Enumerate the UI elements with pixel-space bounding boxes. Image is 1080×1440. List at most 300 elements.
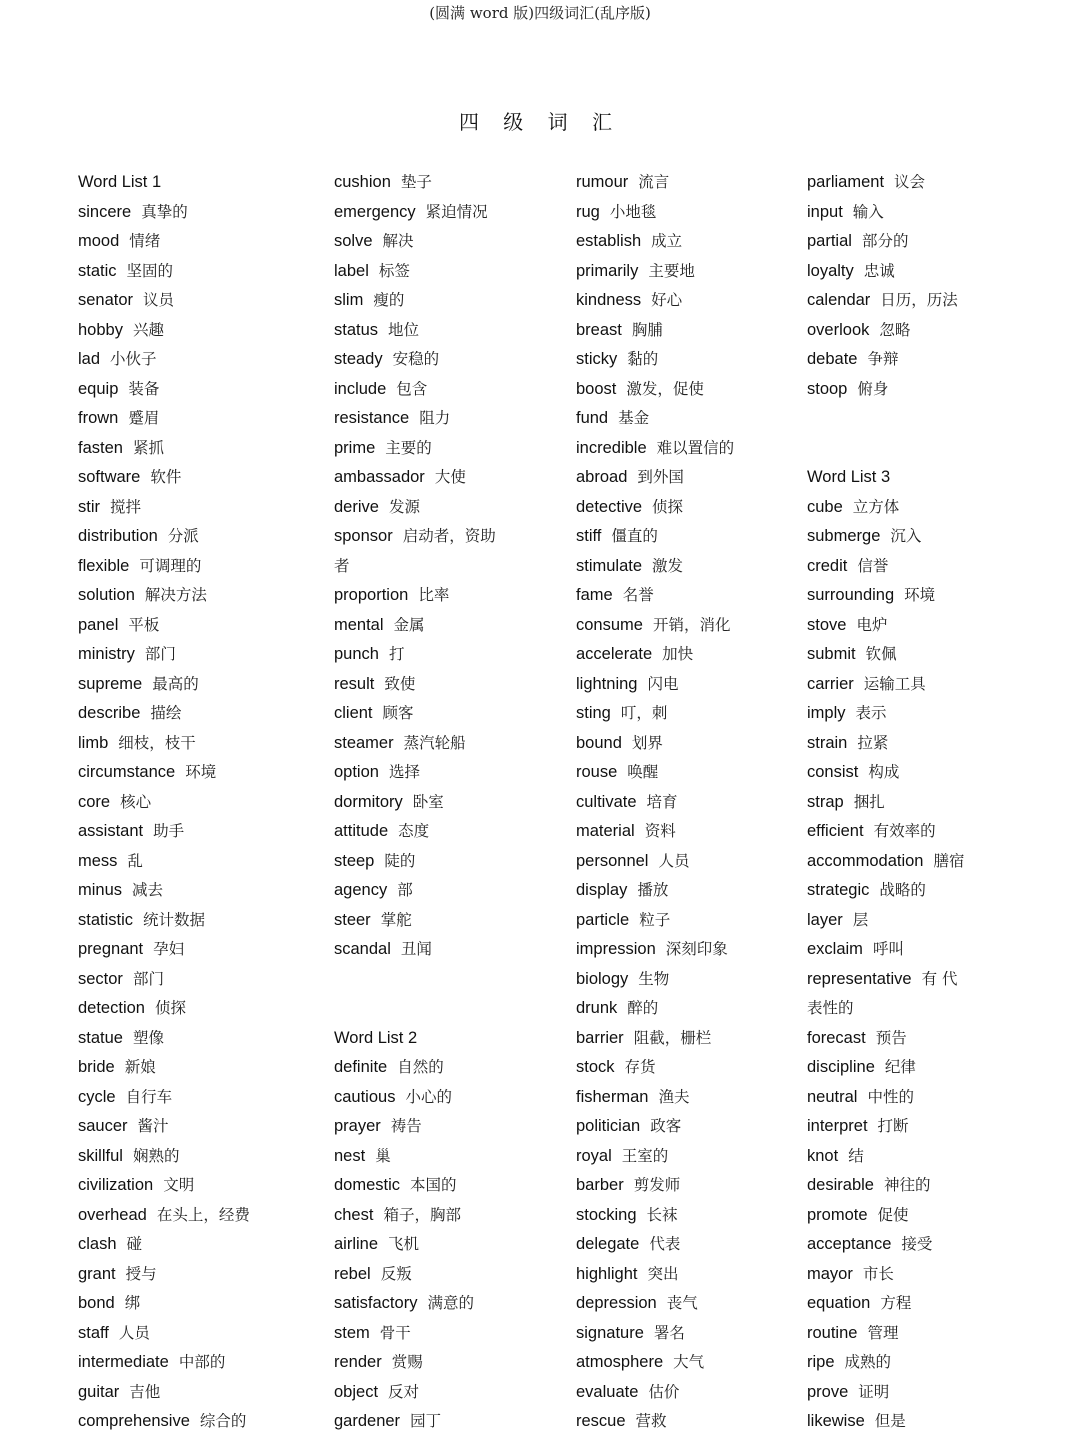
- vocab-entry: [334, 1171, 574, 1201]
- english-word: label: [334, 261, 369, 280]
- chinese-meaning: 致使: [384, 674, 416, 693]
- chinese-meaning: 核心: [120, 792, 152, 811]
- english-word: assistant: [78, 822, 144, 840]
- vocab-entry: [78, 935, 318, 965]
- english-word: panel: [78, 615, 119, 634]
- vocab-entry: [576, 581, 816, 611]
- vocab-entry: [807, 404, 1007, 434]
- english-word: describe: [78, 704, 141, 722]
- english-word: bound: [576, 733, 622, 752]
- word-list-heading: [807, 463, 1007, 493]
- chinese-meaning: 小地毯: [609, 202, 657, 221]
- english-word: politician: [576, 1117, 641, 1135]
- chinese-meaning: 飞机: [388, 1235, 420, 1253]
- vocab-entry: [576, 1053, 816, 1083]
- vocab-entry: [576, 729, 816, 759]
- vocab-entry: [78, 1112, 318, 1142]
- vocab-entry: [576, 257, 816, 287]
- vocab-entry: [78, 906, 318, 936]
- chinese-meaning: 粒子: [639, 910, 671, 929]
- english-word: ambassador: [334, 468, 425, 486]
- english-word: overlook: [807, 320, 870, 339]
- chinese-meaning: 接受: [901, 1235, 933, 1253]
- english-word: stir: [78, 497, 100, 516]
- english-word: emergency: [334, 202, 416, 221]
- english-word: cushion: [334, 173, 391, 191]
- english-word: steamer: [334, 733, 394, 752]
- chinese-meaning: 酱汁: [137, 1117, 169, 1135]
- vocab-entry: [78, 1230, 318, 1260]
- vocab-entry: [576, 670, 816, 700]
- chinese-meaning: 表性的: [807, 999, 854, 1017]
- chinese-meaning: 剪发师: [633, 1176, 681, 1194]
- vocab-entry: [334, 640, 574, 670]
- english-word: representative: [807, 969, 912, 988]
- vocab-entry: [334, 375, 574, 405]
- vocab-entry: [334, 876, 574, 906]
- english-word: agency: [334, 881, 388, 899]
- chinese-meaning: 垫子: [400, 173, 432, 191]
- english-word: stem: [334, 1323, 370, 1342]
- vocab-entry: [334, 699, 574, 729]
- chinese-meaning: 战略的: [879, 881, 926, 899]
- vocab-entry: [334, 404, 574, 434]
- english-word: strain: [807, 733, 848, 752]
- word-list-heading: [334, 1024, 574, 1054]
- chinese-meaning: 可调理的: [139, 556, 202, 575]
- chinese-meaning: 王室的: [621, 1146, 669, 1165]
- vocab-entry: [78, 1053, 318, 1083]
- vocab-entry: [78, 404, 318, 434]
- english-word: strap: [807, 792, 844, 811]
- vocab-entry: [576, 611, 816, 641]
- chinese-meaning: 划界: [631, 733, 663, 752]
- vocab-entry: [576, 1319, 816, 1349]
- chinese-meaning: 捆扎: [853, 792, 885, 811]
- chinese-meaning: 议会: [894, 173, 926, 191]
- vocab-entry: [78, 1142, 318, 1172]
- english-word: surrounding: [807, 586, 895, 604]
- english-word: domestic: [334, 1176, 401, 1194]
- english-word: saucer: [78, 1117, 128, 1135]
- vocab-entry: [807, 935, 1007, 965]
- vocab-entry: [334, 729, 574, 759]
- vocab-entry: [78, 1083, 318, 1113]
- vocab-entry: [576, 1024, 816, 1054]
- vocab-entry: [576, 375, 816, 405]
- vocab-entry: [807, 876, 1007, 906]
- chinese-meaning: 综合的: [199, 1412, 247, 1430]
- english-word: submerge: [807, 527, 881, 545]
- english-word: biology: [576, 969, 629, 988]
- english-word: fasten: [78, 438, 123, 457]
- chinese-meaning: 者: [334, 556, 350, 575]
- vocab-entry: [807, 198, 1007, 228]
- english-word: acceptance: [807, 1235, 892, 1253]
- chinese-meaning: 主要地: [648, 261, 695, 280]
- english-word: distribution: [78, 527, 158, 545]
- vocab-entry: [334, 1260, 574, 1290]
- vocab-entry: [78, 1024, 318, 1054]
- english-word: rumour: [576, 173, 629, 191]
- english-word: kindness: [576, 291, 642, 309]
- chinese-meaning: 呼叫: [872, 940, 904, 958]
- english-word: pregnant: [78, 940, 144, 958]
- vocab-entry: [807, 1230, 1007, 1260]
- chinese-meaning: 好心: [651, 291, 683, 309]
- english-word: detection: [78, 999, 145, 1017]
- vocab-entry: [576, 227, 816, 257]
- vocab-entry: [576, 1407, 816, 1437]
- vocab-entry: [334, 581, 574, 611]
- vocab-entry: [576, 817, 816, 847]
- vocab-entry: [78, 434, 318, 464]
- chinese-meaning: 纪律: [884, 1058, 916, 1076]
- vocab-entry: [78, 493, 318, 523]
- chinese-meaning: 坚固的: [126, 261, 174, 280]
- english-word: establish: [576, 232, 642, 250]
- english-word: signature: [576, 1323, 644, 1342]
- chinese-meaning: 骨干: [379, 1323, 411, 1342]
- english-word: likewise: [807, 1412, 865, 1430]
- english-word: strategic: [807, 881, 870, 899]
- english-word: solve: [334, 232, 373, 250]
- english-word: accommodation: [807, 851, 924, 870]
- english-word: rug: [576, 202, 600, 221]
- vocab-entry: [78, 1378, 318, 1408]
- vocab-entry: [78, 788, 318, 818]
- chinese-meaning: 环境: [904, 586, 936, 604]
- chinese-meaning: 促使: [877, 1205, 909, 1224]
- chinese-meaning: 反对: [388, 1382, 420, 1401]
- english-word: Word List 2: [334, 1028, 418, 1047]
- vocab-entry: [807, 699, 1007, 729]
- chinese-meaning: 瘦的: [373, 291, 405, 309]
- english-word: depression: [576, 1294, 657, 1312]
- english-word: lad: [78, 350, 101, 368]
- chinese-meaning: 叮，刺: [620, 704, 668, 722]
- chinese-meaning: 存货: [624, 1058, 656, 1076]
- chinese-meaning: 膳宿: [933, 851, 965, 870]
- chinese-meaning: 兴趣: [132, 320, 164, 339]
- vocab-entry: [334, 1230, 574, 1260]
- chinese-meaning: 打: [388, 645, 405, 663]
- english-word: chest: [334, 1205, 374, 1224]
- chinese-meaning: 加快: [662, 645, 694, 663]
- vocab-entry: [576, 965, 816, 995]
- vocab-entry: [576, 316, 816, 346]
- vocab-entry: [78, 611, 318, 641]
- english-word: statistic: [78, 910, 134, 929]
- english-word: statue: [78, 1028, 123, 1047]
- vocab-entry: [807, 1201, 1007, 1231]
- vocab-entry: [576, 552, 816, 582]
- english-word: display: [576, 881, 628, 899]
- vocab-entry: [576, 758, 816, 788]
- english-word: calendar: [807, 291, 871, 309]
- vocab-entry: [807, 817, 1007, 847]
- vocab-entry: [576, 1348, 816, 1378]
- vocab-entry: [334, 1407, 574, 1437]
- chinese-meaning: 代表: [649, 1235, 681, 1253]
- vocab-entry: [78, 345, 318, 375]
- english-word: Word List 1: [78, 173, 162, 191]
- chinese-meaning: 软件: [150, 468, 182, 486]
- english-word: imply: [807, 704, 846, 722]
- english-word: stock: [576, 1058, 615, 1076]
- chinese-meaning: 统计数据: [143, 910, 206, 929]
- vocab-entry: [78, 965, 318, 995]
- chinese-meaning: 生物: [638, 969, 670, 988]
- vocab-entry: [576, 286, 816, 316]
- chinese-meaning: 资料: [644, 822, 676, 840]
- vocab-entry: [334, 758, 574, 788]
- english-word: personnel: [576, 851, 649, 870]
- chinese-meaning: 小伙子: [110, 350, 157, 368]
- english-word: highlight: [576, 1264, 638, 1283]
- chinese-meaning: 卧室: [412, 792, 444, 811]
- vocab-entry: [807, 1348, 1007, 1378]
- chinese-meaning: 渔夫: [658, 1087, 690, 1106]
- vocab-entry: [576, 1112, 816, 1142]
- english-word: solution: [78, 586, 135, 604]
- chinese-meaning: 议员: [143, 291, 175, 309]
- chinese-meaning: 日历，历法: [880, 291, 958, 309]
- chinese-meaning: 培育: [646, 792, 678, 811]
- english-word: senator: [78, 291, 134, 309]
- chinese-meaning: 标签: [378, 261, 410, 280]
- english-word: exclaim: [807, 940, 863, 958]
- english-word: mood: [78, 232, 120, 250]
- chinese-meaning: 巢: [375, 1146, 391, 1165]
- chinese-meaning: 沉入: [890, 527, 922, 545]
- english-word: accelerate: [576, 645, 653, 663]
- chinese-meaning: 启动者，资助: [402, 527, 496, 545]
- vocab-entry: [334, 817, 574, 847]
- chinese-meaning: 碰: [126, 1235, 143, 1253]
- english-word: nest: [334, 1146, 366, 1165]
- chinese-meaning: 署名: [653, 1323, 685, 1342]
- english-word: bride: [78, 1058, 115, 1076]
- english-word: grant: [78, 1264, 116, 1283]
- english-word: stiff: [576, 527, 602, 545]
- chinese-meaning: 构成: [868, 763, 900, 781]
- vocab-entry: [576, 198, 816, 228]
- vocab-entry: [807, 994, 1007, 1024]
- english-word: comprehensive: [78, 1412, 190, 1430]
- chinese-meaning: 最高的: [152, 674, 199, 693]
- chinese-meaning: 结: [848, 1146, 864, 1165]
- chinese-meaning: 箱子，胸部: [383, 1205, 461, 1224]
- chinese-meaning: 文明: [163, 1176, 195, 1194]
- english-word: forecast: [807, 1028, 866, 1047]
- chinese-meaning: 解决: [382, 232, 414, 250]
- english-word: supreme: [78, 674, 143, 693]
- chinese-meaning: 信誉: [857, 556, 889, 575]
- vocab-entry: [576, 404, 816, 434]
- vocab-entry: [78, 1407, 318, 1437]
- english-word: client: [334, 704, 373, 722]
- vocab-entry: [576, 847, 816, 877]
- english-word: overhead: [78, 1205, 147, 1224]
- chinese-meaning: 输入: [852, 202, 884, 221]
- english-word: punch: [334, 645, 379, 663]
- vocab-entry: [576, 1378, 816, 1408]
- vocab-entry: [807, 1407, 1007, 1437]
- chinese-meaning: 陡的: [384, 851, 416, 870]
- chinese-meaning: 蹙眉: [128, 409, 160, 427]
- english-word: credit: [807, 556, 848, 575]
- english-word: status: [334, 320, 379, 339]
- english-word: proportion: [334, 586, 409, 604]
- chinese-meaning: 基金: [618, 409, 650, 427]
- english-word: detective: [576, 497, 643, 516]
- chinese-meaning: 拉紧: [857, 733, 889, 752]
- vocab-entry: [576, 493, 816, 523]
- english-word: slim: [334, 291, 364, 309]
- chinese-meaning: 金属: [393, 615, 425, 634]
- vocab-entry: [334, 1083, 574, 1113]
- word-column-2: [334, 168, 574, 1437]
- vocab-entry: [807, 1260, 1007, 1290]
- chinese-meaning: 顾客: [382, 704, 414, 722]
- english-word: fund: [576, 409, 609, 427]
- chinese-meaning: 忠诚: [863, 261, 895, 280]
- chinese-meaning: 胸脯: [631, 320, 663, 339]
- english-word: bond: [78, 1294, 115, 1312]
- english-word: guitar: [78, 1382, 120, 1401]
- vocab-entry: [334, 316, 574, 346]
- english-word: staff: [78, 1323, 109, 1342]
- vocab-entry: [78, 257, 318, 287]
- chinese-meaning: 孕妇: [153, 940, 185, 958]
- chinese-meaning: 分派: [167, 527, 199, 545]
- english-word: cube: [807, 497, 843, 516]
- vocab-entry: [334, 1142, 574, 1172]
- english-word: layer: [807, 910, 843, 929]
- chinese-meaning: 激发: [652, 556, 684, 575]
- english-word: option: [334, 763, 379, 781]
- english-word: include: [334, 379, 387, 398]
- vocab-entry: [334, 257, 574, 287]
- vocab-entry: [576, 463, 816, 493]
- vocab-entry: [807, 316, 1007, 346]
- chinese-meaning: 解决方法: [144, 586, 207, 604]
- vocab-entry: [334, 611, 574, 641]
- english-word: routine: [807, 1323, 858, 1342]
- chinese-meaning: 忽略: [879, 320, 911, 339]
- chinese-meaning: 减去: [132, 881, 164, 899]
- vocab-entry: [807, 788, 1007, 818]
- english-word: breast: [576, 320, 622, 339]
- chinese-meaning: 侦探: [154, 999, 186, 1017]
- english-word: sector: [78, 969, 123, 988]
- english-word: desirable: [807, 1176, 874, 1194]
- chinese-meaning: 运输工具: [863, 674, 926, 693]
- vocab-entry: [807, 1142, 1007, 1172]
- vocab-entry: [576, 434, 816, 464]
- english-word: partial: [807, 232, 852, 250]
- vocab-entry: [807, 670, 1007, 700]
- english-word: resistance: [334, 409, 410, 427]
- vocab-entry: [334, 788, 574, 818]
- vocab-entry: [807, 758, 1007, 788]
- vocab-entry: [78, 1171, 318, 1201]
- chinese-meaning: 包含: [396, 379, 428, 398]
- english-word: mental: [334, 615, 384, 634]
- english-word: dormitory: [334, 792, 403, 811]
- vocab-entry: [807, 847, 1007, 877]
- english-word: definite: [334, 1058, 388, 1076]
- english-word: input: [807, 202, 843, 221]
- vocab-entry: [334, 935, 574, 965]
- vocab-entry: [334, 1348, 574, 1378]
- vocab-entry: [334, 965, 574, 995]
- chinese-meaning: 自行车: [125, 1087, 173, 1106]
- chinese-meaning: 长袜: [646, 1205, 678, 1224]
- english-word: evaluate: [576, 1382, 639, 1401]
- english-word: fisherman: [576, 1087, 649, 1106]
- vocab-entry: [78, 522, 318, 552]
- english-word: satisfactory: [334, 1294, 418, 1312]
- chinese-meaning: 选择: [388, 763, 420, 781]
- chinese-meaning: 在头上，经费: [156, 1205, 250, 1224]
- vocab-entry: [78, 699, 318, 729]
- english-word: interpret: [807, 1117, 868, 1135]
- vocab-entry: [334, 1201, 574, 1231]
- vocab-entry: [576, 522, 816, 552]
- english-word: derive: [334, 497, 379, 516]
- chinese-meaning: 祷告: [390, 1117, 422, 1135]
- vocab-entry: [334, 198, 574, 228]
- vocab-entry: [78, 994, 318, 1024]
- english-word: stimulate: [576, 556, 643, 575]
- chinese-meaning: 钦佩: [865, 645, 897, 663]
- chinese-meaning: 授与: [125, 1264, 157, 1283]
- english-word: delegate: [576, 1235, 640, 1253]
- vocab-entry: [334, 994, 574, 1024]
- chinese-meaning: 塑像: [132, 1028, 164, 1047]
- chinese-meaning: 发源: [388, 497, 420, 516]
- vocab-entry: [334, 1319, 574, 1349]
- chinese-meaning: 环境: [185, 763, 217, 781]
- chinese-meaning: 立方体: [852, 497, 900, 516]
- english-word: royal: [576, 1146, 612, 1165]
- vocab-entry: [807, 552, 1007, 582]
- english-word: efficient: [807, 822, 864, 840]
- english-word: limb: [78, 733, 109, 752]
- chinese-meaning: 黏的: [627, 350, 659, 368]
- vocab-entry: [807, 1378, 1007, 1408]
- vocab-entry: [576, 906, 816, 936]
- chinese-meaning: 平板: [128, 615, 160, 634]
- english-word: ripe: [807, 1353, 835, 1371]
- vocab-entry: [807, 611, 1007, 641]
- chinese-meaning: 反叛: [380, 1264, 412, 1283]
- vocab-entry: [78, 640, 318, 670]
- chinese-meaning: 侦探: [652, 497, 684, 516]
- english-word: particle: [576, 910, 630, 929]
- vocab-entry: [807, 257, 1007, 287]
- english-word: loyalty: [807, 261, 854, 280]
- chinese-meaning: 但是: [874, 1412, 906, 1430]
- word-list-heading: [78, 168, 318, 198]
- chinese-meaning: 醉的: [627, 999, 659, 1017]
- chinese-meaning: 证明: [858, 1382, 890, 1401]
- chinese-meaning: 部: [397, 881, 413, 899]
- chinese-meaning: 蒸汽轮船: [403, 733, 466, 752]
- english-word: render: [334, 1353, 382, 1371]
